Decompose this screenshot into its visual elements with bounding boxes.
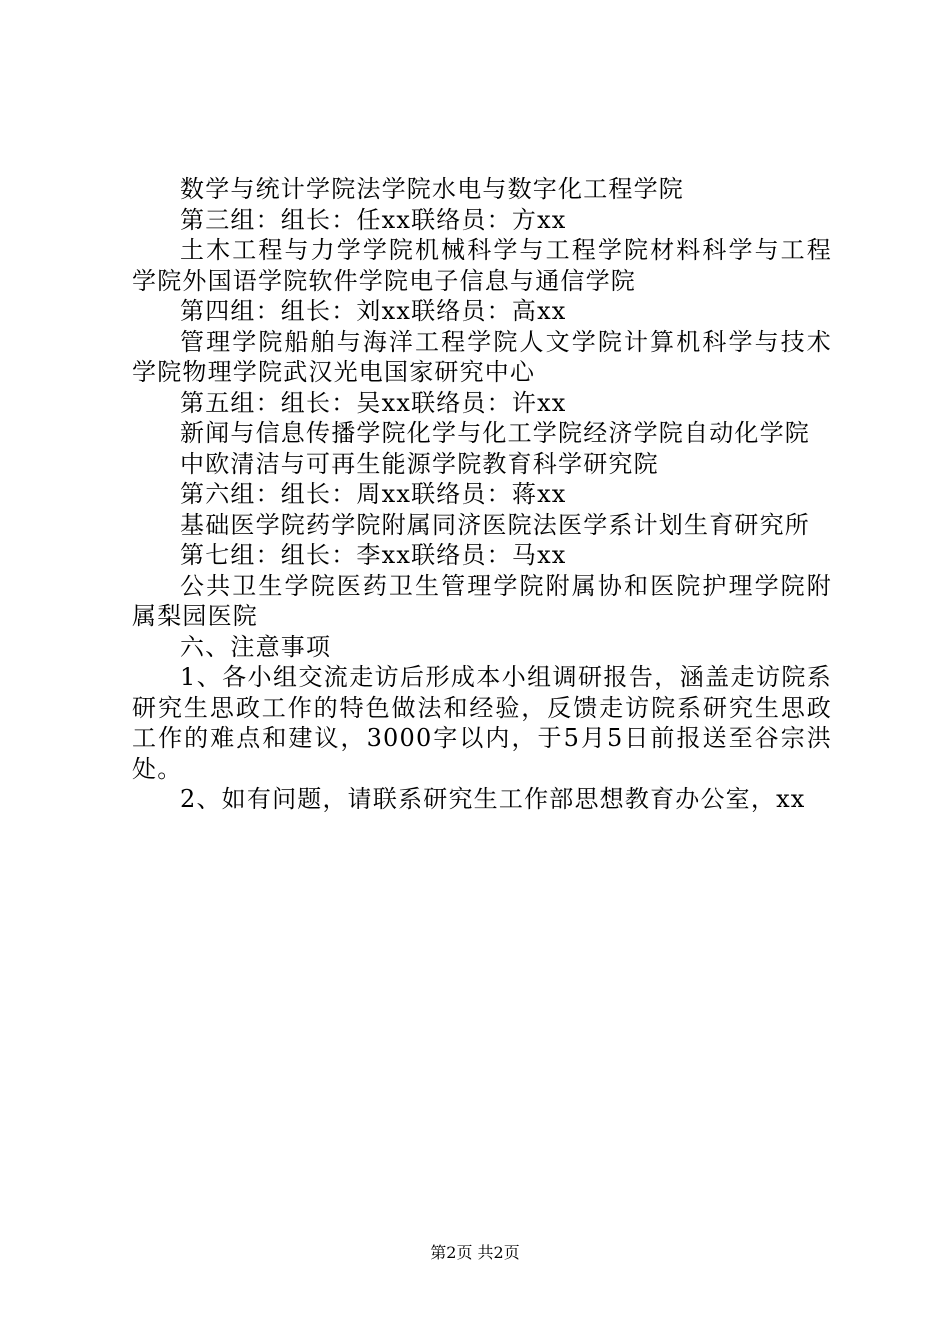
paragraph-group7-header: 第七组：组长：李xx联络员：马xx	[180, 541, 567, 569]
document-body	[132, 174, 832, 815]
paragraph-group3-header: 第三组：组长：任xx联络员：方xx	[180, 205, 567, 234]
paragraph-group6-colleges: 基础医学院药学院附属同济医院法医学系计划生育研究所	[180, 510, 810, 539]
page-number-footer: 第2页 共2页	[430, 1243, 520, 1262]
paragraph-note-2: 2、如有问题，请联系研究生工作部思想教育办公室，xx	[180, 785, 806, 813]
paragraph-group6-header: 第六组：组长：周xx联络员：蒋xx	[180, 480, 567, 508]
paragraph-group4-header: 第四组：组长：刘xx联络员：高xx	[180, 297, 567, 325]
section-heading-notes: 六、注意事项	[180, 632, 332, 661]
paragraph-group7-colleges: 公共卫生学院医药卫生管理学院附属协和医院护理学院附属梨园医院	[132, 571, 832, 630]
paragraph-group5-colleges-line1: 新闻与信息传播学院化学与化工学院经济学院自动化学院	[180, 419, 810, 447]
paragraph-group5-colleges-line2: 中欧清洁与可再生能源学院教育科学研究院	[180, 449, 659, 478]
paragraph-group3-colleges: 土木工程与力学学院机械科学与工程学院材料科学与工程学院外国语学院软件学院电子信息与通信学院	[132, 236, 832, 295]
paragraph-group2-colleges: 数学与统计学院法学院水电与数字化工程学院	[180, 175, 684, 203]
paragraph-group4-colleges: 管理学院船舶与海洋工程学院人文学院计算机科学与技术学院物理学院武汉光电国家研究中心	[132, 327, 832, 386]
paragraph-group5-header: 第五组：组长：吴xx联络员：许xx	[180, 388, 567, 417]
paragraph-note-1: 1、各小组交流走访后形成本小组调研报告，涵盖走访院系研究生思政工作的特色做法和经验，反馈走访院系研究生思政工作的难点和建议，3000字以内，于5月5日前报送至谷宗洪处。	[132, 663, 832, 783]
